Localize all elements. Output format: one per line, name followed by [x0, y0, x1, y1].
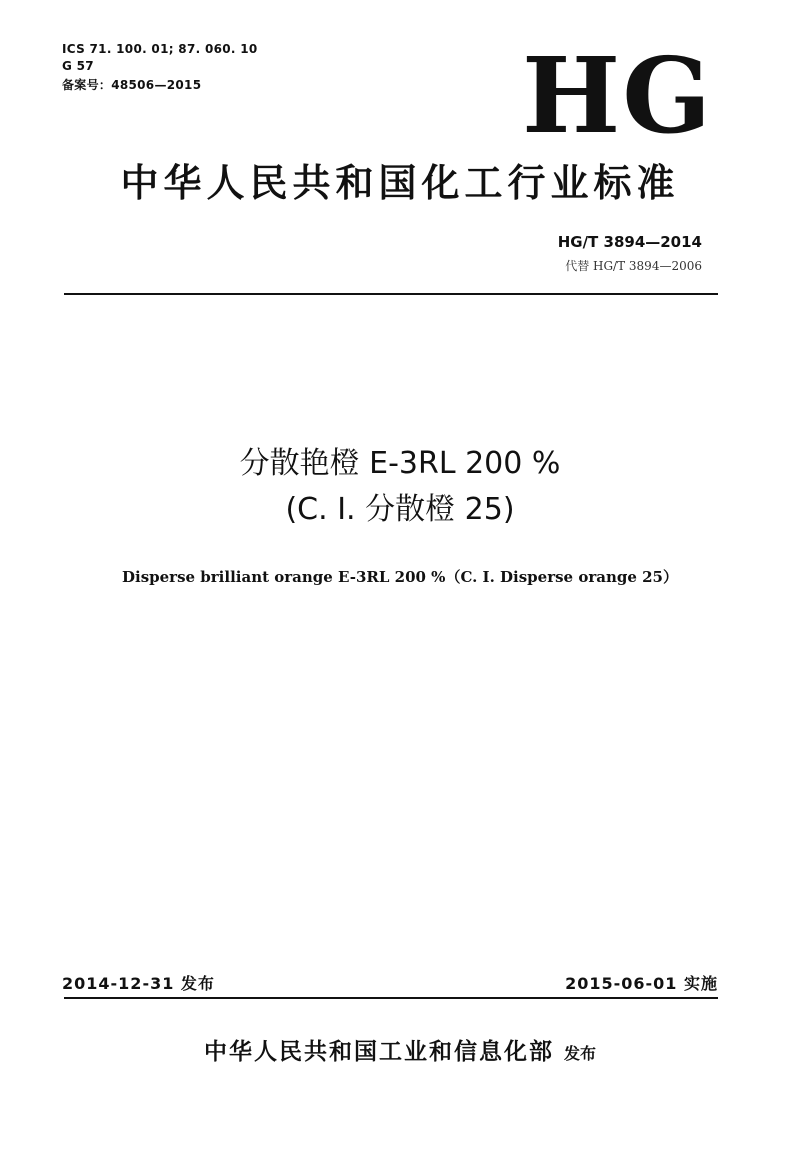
- ics-code: ICS 71. 100. 01; 87. 060. 10: [62, 42, 258, 56]
- ccs-code: G 57: [62, 59, 94, 73]
- publisher-name: 中华人民共和国工业和信息化部: [203, 1039, 554, 1065]
- standard-type-heading: 中华人民共和国化工行业标准: [120, 161, 680, 205]
- issue-date: 2014-12-31 发布: [62, 974, 215, 993]
- hg-logo: HG: [522, 34, 714, 157]
- filing-number: 备案号：48506—2015: [62, 78, 202, 92]
- header-divider: [64, 293, 718, 295]
- publisher-line: [0, 1036, 800, 1070]
- title-chinese-line-1: 分散艳橙 E-3RL 200 %: [239, 446, 561, 481]
- replaces-standard: 代替 HG/T 3894—2006: [565, 259, 702, 273]
- title-chinese-line-2: (C. I. 分散橙 25): [285, 492, 515, 527]
- title-english: Disperse brilliant orange E-3RL 200 %（C. I. Disperse orange 25）: [122, 568, 678, 586]
- standard-code: HG/T 3894—2014: [557, 233, 702, 251]
- implementation-date: 2015-06-01 实施: [565, 974, 718, 993]
- footer-divider: [64, 997, 718, 999]
- publisher-suffix: 发布: [563, 1044, 596, 1063]
